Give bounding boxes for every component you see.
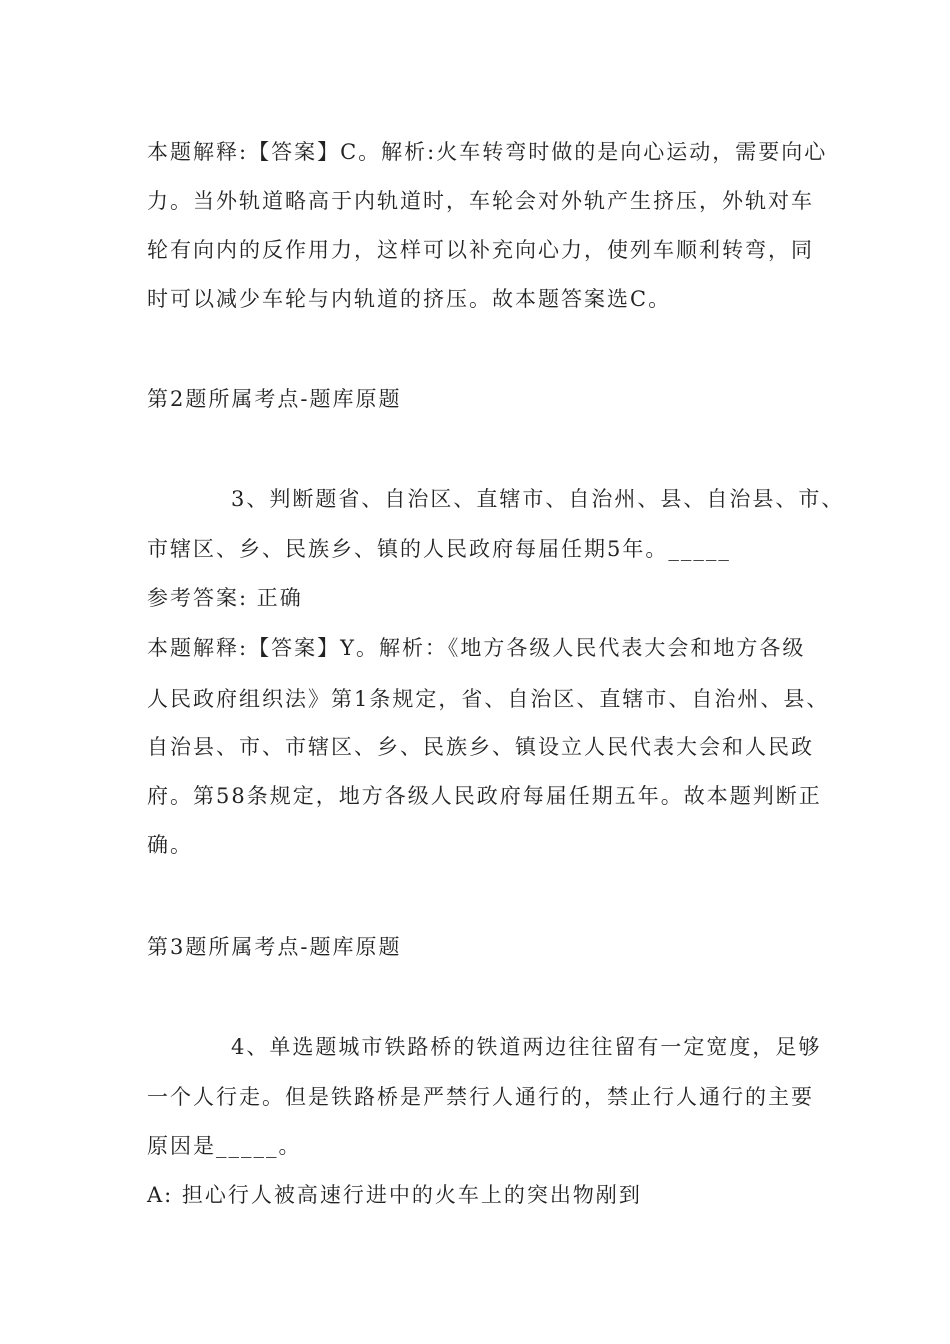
q3-explanation-line-1: 本题解释:【答案】Y。解析：《地方各级人民代表大会和地方各级	[147, 636, 806, 660]
q2-explanation-line-3: 轮有向内的反作用力，这样可以补充向心力，使列车顺利转弯，同	[147, 238, 814, 262]
q4-option-a: A: 担心行人被高速行进中的火车上的突出物剐到	[147, 1183, 642, 1207]
q2-explanation-line-1: 本题解释:【答案】C。解析:火车转弯时做的是向心运动，需要向心	[147, 140, 828, 164]
q3-question-line-2: 市辖区、乡、民族乡、镇的人民政府每届任期5年。_____	[147, 537, 731, 561]
q3-explanation-line-5: 确。	[147, 833, 193, 857]
q3-question-line-1: 3、判断题省、自治区、直辖市、自治州、县、自治县、市、	[231, 487, 845, 511]
q3-answer: 参考答案: 正确	[147, 586, 303, 610]
q4-question-line-1: 4、单选题城市铁路桥的铁道两边往往留有一定宽度，足够	[231, 1035, 822, 1059]
q2-explanation-line-4: 时可以减少车轮与内轨道的挤压。故本题答案选C。	[147, 287, 672, 311]
q4-question-line-3: 原因是_____。	[147, 1134, 302, 1158]
q3-explanation-line-4: 府。第58条规定，地方各级人民政府每届任期五年。故本题判断正	[147, 784, 822, 808]
q4-question-line-2: 一个人行走。但是铁路桥是严禁行人通行的，禁止行人通行的主要	[147, 1085, 814, 1109]
q2-topic: 第2题所属考点-题库原题	[147, 387, 402, 411]
q2-explanation-line-2: 力。当外轨道略高于内轨道时，车轮会对外轨产生挤压，外轨对车	[147, 189, 814, 213]
q3-explanation-line-2: 人民政府组织法》第1条规定，省、自治区、直辖市、自治州、县、	[147, 687, 830, 711]
q3-explanation-line-3: 自治县、市、市辖区、乡、民族乡、镇设立人民代表大会和人民政	[147, 735, 814, 759]
q3-topic: 第3题所属考点-题库原题	[147, 935, 402, 959]
